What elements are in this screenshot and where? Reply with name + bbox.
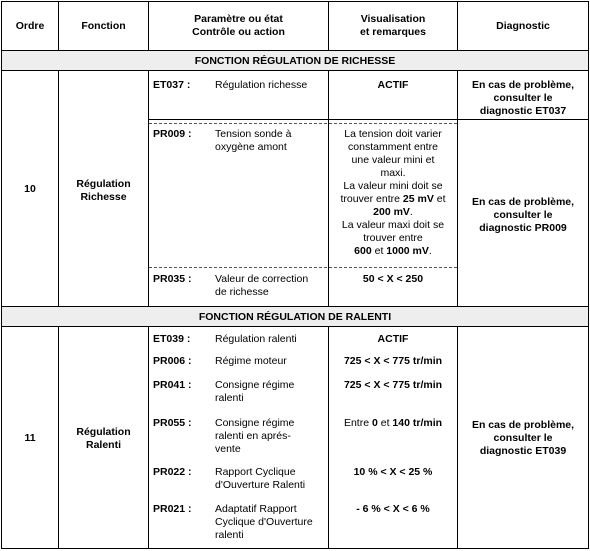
pr009-remark-line3: une valeur mini et bbox=[351, 154, 435, 166]
param-label: Régulation richesse bbox=[215, 79, 308, 91]
table-border-right bbox=[588, 1, 589, 549]
pr009-min-value: 25 mV bbox=[402, 193, 434, 205]
param-label-line2: oxygène amont bbox=[215, 141, 287, 153]
pr009-remark-text: et bbox=[371, 245, 387, 257]
param-code: PR022 : bbox=[153, 466, 192, 478]
pr035-dashed-separator bbox=[149, 267, 457, 268]
param-value: ACTIF bbox=[377, 333, 409, 345]
param-value: ACTIF bbox=[377, 79, 409, 91]
section2-top-line bbox=[1, 306, 589, 307]
param-value: 10 % < X < 25 % bbox=[353, 466, 433, 478]
header-parametre-line1: Paramètre ou état bbox=[194, 13, 283, 25]
table-border-left bbox=[1, 1, 2, 549]
param-code: PR021 : bbox=[153, 503, 192, 515]
pr009-remark-line4: maxi. bbox=[380, 167, 406, 179]
pr009-remark-line9: trouver entre bbox=[363, 232, 423, 244]
diagnostic-et039-line1: En cas de problème, bbox=[471, 419, 575, 431]
pr009-remark-line8: La valeur maxi doit se bbox=[341, 219, 445, 231]
pr009-max-low: 600 bbox=[354, 245, 372, 257]
diagnostic-pr009-line2: consulter le bbox=[493, 209, 553, 221]
param-label-line1: Valeur de correction bbox=[215, 273, 309, 285]
param-code: PR035 : bbox=[153, 273, 192, 285]
section1-ordre: 10 bbox=[24, 183, 36, 195]
param-label-line2: d'Ouverture Ralenti bbox=[215, 479, 306, 491]
table-border-top bbox=[1, 1, 589, 2]
pr009-dashed-separator bbox=[149, 123, 457, 124]
pr009-max-high: 1000 mV bbox=[386, 245, 429, 257]
param-label-line2: Cyclique d'Ouverture bbox=[215, 516, 313, 528]
section1-fonction-line1: Régulation bbox=[76, 178, 131, 190]
section1-fonction-line2: Richesse bbox=[80, 191, 127, 203]
pr009-remark-text: . bbox=[428, 245, 432, 257]
param-label-line3: vente bbox=[215, 443, 241, 455]
header-fonction: Fonction bbox=[81, 20, 126, 32]
param-label-line2: ralenti en aprés- bbox=[215, 430, 291, 442]
header-diagnostic: Diagnostic bbox=[496, 20, 550, 32]
param-code: PR009 : bbox=[153, 128, 192, 140]
pr009-min-bound: 200 mV bbox=[373, 206, 410, 218]
pr009-remark-text: trouver entre bbox=[340, 193, 403, 205]
param-label: Régime moteur bbox=[215, 355, 287, 367]
param-value: 725 < X < 775 tr/min bbox=[343, 379, 443, 391]
col-line-2-s2 bbox=[148, 326, 149, 549]
param-code: PR041 : bbox=[153, 379, 192, 391]
param-value: 50 < X < 250 bbox=[362, 273, 424, 285]
et037-divider bbox=[148, 119, 589, 120]
pr055-value-text: et bbox=[377, 417, 393, 429]
diagnostic-pr009-line1: En cas de problème, bbox=[471, 196, 575, 208]
pr009-remark-line10 bbox=[329, 245, 457, 258]
param-label-line2: ralenti bbox=[215, 392, 244, 404]
diagnostic-et037-line1: En cas de problème, bbox=[471, 79, 575, 91]
param-code: ET039 : bbox=[153, 333, 191, 345]
param-value: 725 < X < 775 tr/min bbox=[343, 355, 443, 367]
header-bottom-line bbox=[1, 50, 589, 51]
section1-title: FONCTION RÉGULATION DE RICHESSE bbox=[194, 55, 396, 67]
diagnostic-et039-line3: diagnostic ET039 bbox=[479, 445, 567, 457]
col-line-2-s1 bbox=[148, 70, 149, 307]
header-ordre: Ordre bbox=[15, 20, 45, 32]
pr055-value-text: Entre bbox=[343, 417, 372, 429]
pr055-value bbox=[329, 417, 457, 430]
param-label-line1: Rapport Cyclique bbox=[215, 466, 296, 478]
section2-fonction-line2: Ralenti bbox=[85, 439, 121, 451]
param-label-line2: de richesse bbox=[215, 286, 269, 298]
header-parametre-line2: Contrôle ou action bbox=[192, 26, 285, 38]
diagnostic-et037-line2: consulter le bbox=[493, 92, 553, 104]
pr009-remark-line1: La tension doit varier bbox=[344, 128, 442, 140]
param-label-line3: ralenti bbox=[215, 529, 244, 541]
param-label-line1: Tension sonde à bbox=[215, 128, 292, 140]
pr055-value-min: 0 bbox=[371, 417, 378, 429]
diagnostic-et039-line2: consulter le bbox=[493, 432, 553, 444]
param-code: PR006 : bbox=[153, 355, 192, 367]
pr009-remark-line5: La valeur mini doit se bbox=[343, 180, 443, 192]
param-code: ET037 : bbox=[153, 79, 191, 91]
param-label-line1: Consigne régime bbox=[215, 379, 295, 391]
header-visualisation-line2: et remarques bbox=[360, 26, 426, 38]
param-label-line1: Consigne régime bbox=[215, 417, 295, 429]
table-border-bottom bbox=[1, 548, 589, 549]
diagnostic-pr009-line3: diagnostic PR009 bbox=[479, 222, 567, 234]
section2-ordre: 11 bbox=[24, 432, 36, 444]
pr009-remark-line6 bbox=[329, 193, 457, 206]
section2-fonction-line1: Régulation bbox=[76, 426, 131, 438]
section2-title: FONCTION RÉGULATION DE RALENTI bbox=[198, 311, 392, 323]
diagnostic-et037-line3: diagnostic ET037 bbox=[479, 105, 567, 117]
section1-title-line bbox=[1, 70, 589, 71]
pr009-remark-line2: constamment entre bbox=[348, 141, 438, 153]
section2-title-line bbox=[1, 326, 589, 327]
pr009-remark-text: . bbox=[409, 206, 413, 218]
pr055-value-max: 140 tr/min bbox=[392, 417, 443, 429]
pr009-remark-line7 bbox=[329, 206, 457, 219]
param-code: PR055 : bbox=[153, 417, 192, 429]
param-value: - 6 % < X < 6 % bbox=[356, 503, 430, 515]
param-label: Régulation ralenti bbox=[215, 333, 297, 345]
param-label-line1: Adaptatif Rapport bbox=[215, 503, 297, 515]
pr009-remark-text: et bbox=[433, 193, 446, 205]
header-visualisation-line1: Visualisation bbox=[360, 13, 426, 25]
